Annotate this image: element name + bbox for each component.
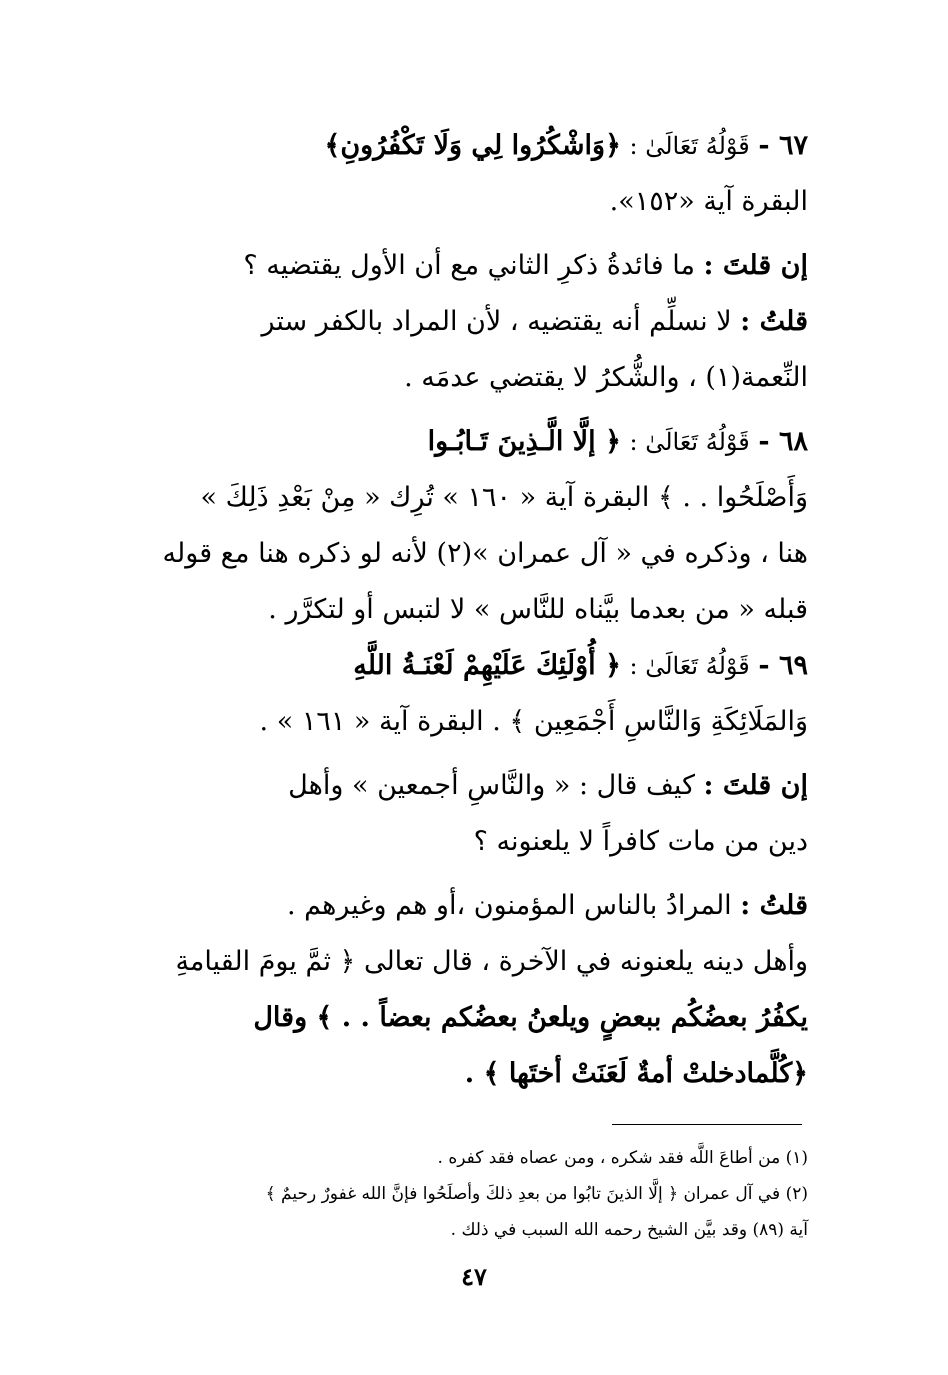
question-line bbox=[150, 758, 808, 814]
footnote: آية (٨٩) وقد بيَّن الشيخ رحمه الله السبب في ذلك . bbox=[450, 1220, 808, 1240]
text-line: المرادُ بالناس المؤمنون ،أو هم وغيرهم . bbox=[286, 890, 732, 921]
question-label: إن قلتَ : bbox=[703, 770, 808, 801]
answer-line bbox=[150, 878, 808, 934]
spacer bbox=[150, 230, 808, 238]
verse-text: ﴿ إلَّا الَّـذِينَ تَـابُـوا bbox=[427, 426, 621, 457]
text-line: وأهل دينه يلعنونه في الآخرة ، قال تعالى ﴿ ثمَّ يومَ القيامةِ bbox=[175, 946, 808, 977]
page-number: ٤٧ bbox=[461, 1262, 487, 1291]
verse-heading: قَوْلُهُ تَعَالَىٰ : bbox=[629, 428, 750, 456]
verse-heading: قَوْلُهُ تَعَالَىٰ : bbox=[629, 652, 750, 680]
verse-text: ﴿ أُوْلَئِكَ عَلَيْهِمْ لَعْنَـةُ اللَّهِ bbox=[353, 650, 621, 681]
verse-68-line bbox=[150, 414, 808, 470]
text-line: لا نسلِّم أنه يقتضيه ، لأن المراد بالكفر ستر bbox=[261, 306, 732, 337]
footnote-divider bbox=[612, 1124, 802, 1125]
text-line: ما فائدةُ ذكرِ الثاني مع أن الأول يقتضيه ؟ bbox=[243, 250, 695, 281]
item-number: ٦٧ - bbox=[758, 130, 808, 161]
item-number: ٦٨ - bbox=[758, 426, 808, 457]
spacer bbox=[150, 750, 808, 758]
verse-heading: قَوْلُهُ تَعَالَىٰ : bbox=[629, 132, 750, 160]
text-line: ﴿كُلَّمادخلتْ أمةٌ لَعَنَتْ أختَها ﴾ . bbox=[464, 1058, 808, 1089]
spacer bbox=[150, 406, 808, 414]
verse-text: ﴿وَاشْكُرُوا لِي وَلَا تَكْفُرُونِ﴾ bbox=[324, 130, 621, 161]
text-line: دين من مات كافراً لا يلعنونه ؟ bbox=[473, 826, 808, 857]
text-line: وَأَصْلَحُوا . . ﴾ البقرة آية « ١٦٠ » تُرِك « مِنْ بَعْدِ ذَلِكَ » bbox=[200, 482, 808, 513]
item-number: ٦٩ - bbox=[758, 650, 808, 681]
text-line: وَالمَلَائِكَةِ وَالنَّاسِ أَجْمَعِين ﴾ . البقرة آية « ١٦١ » . bbox=[259, 706, 808, 737]
text-line: قبله « من بعدما بيَّناه للنَّاس » لا لتبس أو لتكرَّر . bbox=[268, 594, 808, 625]
text-line: البقرة آية «١٥٢». bbox=[609, 186, 808, 217]
verse-69-line bbox=[150, 638, 808, 694]
answer-label: قلتُ : bbox=[740, 890, 808, 921]
main-text bbox=[150, 118, 808, 1102]
footnote: (١) من أطاعَ اللَّه فقد شكره ، ومن عصاه فقد كفره . bbox=[437, 1148, 808, 1168]
footnote: (٢) في آل عمران ﴿ إلَّا الذينَ تابُوا من بعدِ ذلكَ وأصلَحُوا فإنَّ الله غفورٌ رحيمٌ ﴾ bbox=[265, 1184, 808, 1204]
answer-label: قلتُ : bbox=[740, 306, 808, 337]
text-line: النِّعمة(١) ، والشُّكرُ لا يقتضي عدمَه . bbox=[404, 362, 808, 393]
spacer bbox=[150, 870, 808, 878]
question-line bbox=[150, 238, 808, 294]
verse-67-line bbox=[150, 118, 808, 174]
footnotes bbox=[150, 1140, 808, 1248]
text-line: يكفُرُ بعضُكُم ببعضٍ ويلعنُ بعضُكم بعضاً . . ﴾ وقال bbox=[253, 1002, 808, 1033]
text-line: كيف قال : « والنَّاسِ أجمعين » وأهل bbox=[288, 770, 695, 801]
question-label: إن قلتَ : bbox=[703, 250, 808, 281]
answer-line bbox=[150, 294, 808, 350]
text-line: هنا ، وذكره في « آل عمران »(٢) لأنه لو ذكره هنا مع قوله bbox=[162, 538, 808, 569]
